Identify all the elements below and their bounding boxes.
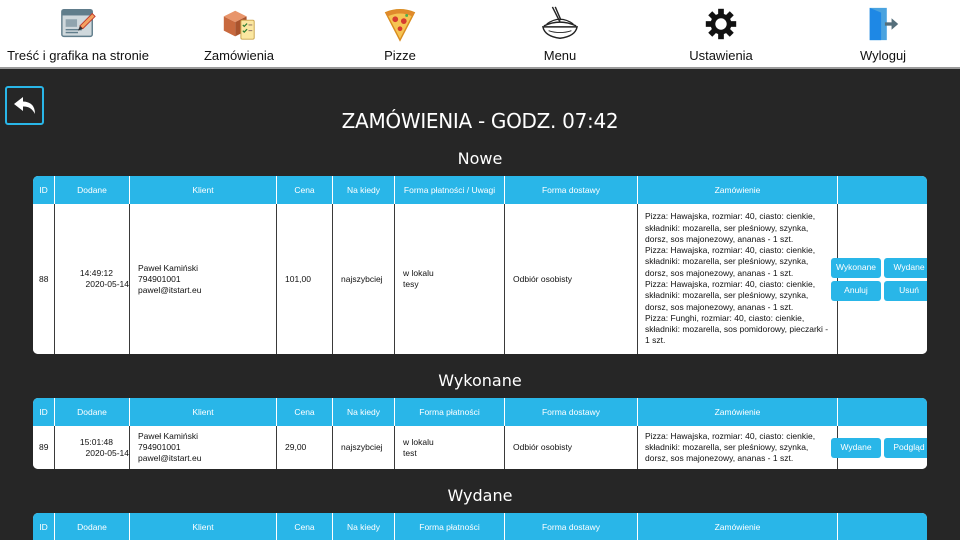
table-row xyxy=(33,204,927,354)
spaghetti-bowl-icon xyxy=(541,5,579,43)
nav-item-logout[interactable] xyxy=(850,0,916,67)
section-title-issued: Wydane xyxy=(447,486,513,505)
table-header xyxy=(33,398,927,426)
column-header[interactable]: Cena xyxy=(277,513,333,540)
nav-item-settings[interactable] xyxy=(688,0,754,67)
column-header[interactable]: Klient xyxy=(130,398,277,426)
delivery-method: Odbiór osobisty xyxy=(505,426,638,469)
order-id: 88 xyxy=(33,204,55,354)
column-header[interactable]: Dodane xyxy=(55,176,130,204)
nav-item-menu[interactable] xyxy=(535,0,585,67)
column-header[interactable]: ID xyxy=(33,513,55,540)
client-cell xyxy=(130,204,277,354)
column-header xyxy=(838,398,927,426)
nav-item-orders[interactable] xyxy=(198,0,280,67)
column-header[interactable]: Cena xyxy=(277,398,333,426)
mark-issued-button[interactable]: Wydane xyxy=(831,438,881,458)
pizza-slice-icon xyxy=(381,5,419,43)
column-header[interactable]: Na kiedy xyxy=(333,176,395,204)
column-header xyxy=(838,176,927,204)
when: najszybciej xyxy=(333,426,395,469)
order-details: Pizza: Hawajska, rozmiar: 40, ciasto: cienkie, składniki: mozarella, ser pleśniowy, szynka, dorsz, sos majonezowy, ananas - 1 szt. xyxy=(645,430,816,464)
new-orders-table xyxy=(33,176,927,354)
order-details-cell xyxy=(638,426,838,469)
column-header[interactable]: Zamówienie xyxy=(638,176,838,204)
when: najszybciej xyxy=(333,204,395,354)
column-header[interactable]: Klient xyxy=(130,176,277,204)
column-header[interactable]: Cena xyxy=(277,176,333,204)
added-date: 2020-05-14 xyxy=(85,279,129,289)
client-phone: 794901001 xyxy=(138,442,181,452)
nav-label: Treść i grafika na stronie xyxy=(7,48,149,63)
nav-label: Wyloguj xyxy=(859,48,907,63)
table-row xyxy=(33,426,927,469)
column-header[interactable]: Forma płatności / Uwagi xyxy=(395,176,505,204)
column-header[interactable]: Klient xyxy=(130,513,277,540)
order-id: 89 xyxy=(33,426,55,469)
section-title-done: Wykonane xyxy=(438,371,522,390)
mark-issued-button[interactable]: Wydane xyxy=(884,258,927,278)
column-header[interactable]: Forma dostawy xyxy=(505,513,638,540)
mark-done-button[interactable]: Wykonane xyxy=(831,258,881,278)
nav-label: Pizze xyxy=(384,48,416,63)
client-email: pawel@itstart.eu xyxy=(138,284,202,295)
added-cell xyxy=(55,204,130,354)
payment-method: w lokalu xyxy=(403,436,434,447)
gear-icon xyxy=(702,5,740,43)
box-checklist-icon xyxy=(220,5,258,43)
column-header[interactable]: Dodane xyxy=(55,513,130,540)
order-details: Pizza: Hawajska, rozmiar: 40, ciasto: cienkie, składniki: mozarella, ser pleśniowy, szynka, dorsz, sos majonezowy, ananas - 1 szt. Pizza: Hawajska, rozmiar: 40, ciasto: cienkie, składniki: mozarella, ser pleśniowy, szynka, dorsz, sos majonezowy, ananas - 1 szt. Pizza: Hawajska, rozmiar: 40, ciasto: cienkie, składniki: mozarella, ser pleśniowy, szynka, dorsz, sos majonezowy, ananas - 1 szt. Pizza: Funghi, rozmiar: 40, ciasto: cienkie, składniki: mozarella, sos pomidorowy, pieczarki - 1 szt. xyxy=(645,211,829,346)
table-header xyxy=(33,513,927,540)
payment-cell xyxy=(395,426,505,469)
order-note: test xyxy=(403,447,417,458)
payment-method: w lokalu xyxy=(403,268,434,278)
column-header[interactable]: Forma dostawy xyxy=(505,398,638,426)
column-header[interactable]: Dodane xyxy=(55,398,130,426)
added-cell xyxy=(55,426,130,469)
cancel-button[interactable]: Anuluj xyxy=(831,281,881,301)
column-header[interactable]: Forma płatności xyxy=(395,513,505,540)
price: 101,00 xyxy=(277,204,333,354)
column-header xyxy=(838,513,927,540)
table-header xyxy=(33,176,927,204)
content-editor-icon xyxy=(59,5,97,43)
top-navigation xyxy=(0,0,960,69)
nav-label: Ustawienia xyxy=(689,48,753,63)
section-title-new: Nowe xyxy=(457,149,503,168)
column-header[interactable]: Na kiedy xyxy=(333,513,395,540)
nav-item-pizzas[interactable] xyxy=(370,0,430,67)
column-header[interactable]: Forma dostawy xyxy=(505,176,638,204)
added-date: 2020-05-14 xyxy=(85,447,129,458)
client-phone: 794901001 xyxy=(138,273,181,284)
nav-item-content[interactable] xyxy=(7,0,149,67)
done-orders-table xyxy=(33,398,927,469)
nav-label: Menu xyxy=(543,48,577,63)
actions-cell xyxy=(838,426,927,469)
client-name: Paweł Kamiński xyxy=(138,431,198,441)
client-cell xyxy=(130,426,277,469)
issued-orders-table xyxy=(33,513,927,540)
page-title: ZAMÓWIENIA - GODZ. 07:42 xyxy=(341,109,619,133)
payment-cell xyxy=(395,204,505,354)
column-header[interactable]: Na kiedy xyxy=(333,398,395,426)
client-email: pawel@itstart.eu xyxy=(138,453,202,463)
delete-button[interactable]: Usuń xyxy=(884,281,927,301)
column-header[interactable]: Zamówienie xyxy=(638,398,838,426)
preview-button[interactable]: Podgląd xyxy=(884,438,927,458)
added-time: 14:49:12 xyxy=(79,268,113,278)
actions-cell xyxy=(835,204,927,354)
delivery-method: Odbiór osobisty xyxy=(505,204,638,354)
logout-door-icon xyxy=(864,5,902,43)
client-name: Paweł Kamiński xyxy=(138,262,198,273)
column-header[interactable]: Forma płatności xyxy=(395,398,505,426)
order-details-cell xyxy=(638,204,838,354)
column-header[interactable]: ID xyxy=(33,176,55,204)
order-note: tesy xyxy=(403,279,419,289)
price: 29,00 xyxy=(277,426,333,469)
nav-label: Zamówienia xyxy=(203,48,275,63)
column-header[interactable]: Zamówienie xyxy=(638,513,838,540)
added-time: 15:01:48 xyxy=(79,436,113,447)
column-header[interactable]: ID xyxy=(33,398,55,426)
